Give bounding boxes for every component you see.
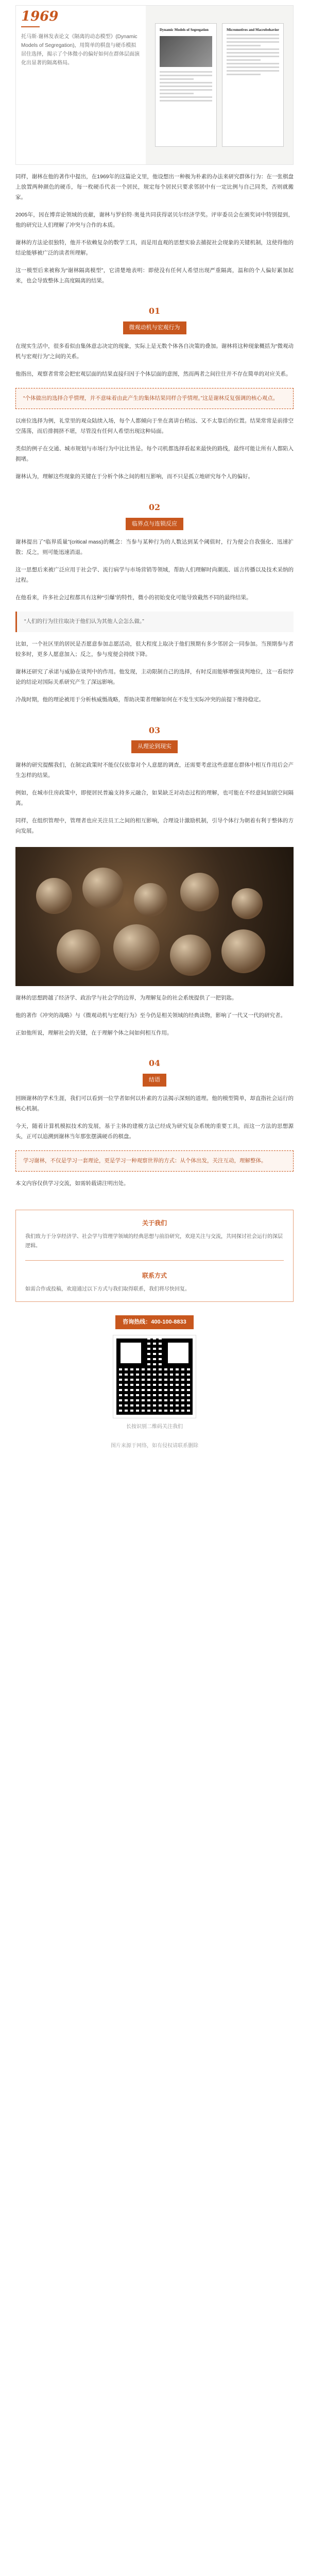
paragraph: 谢林提出了“临界质量”(critical mass)的概念：当参与某种行为的人数达到某个阈值时，行为便会自我强化、迅速扩散；反之，则可能迅速消退。 (15, 539, 294, 556)
hero-blurb: 托马斯·谢林发表论文《隔离的动态模型》(Dynamic Models of Segregation)，用简单的棋盘与硬币模拟居住选择，揭示了个体微小的偏好如何在群体层面演化出显著的隔离格局。 (21, 34, 140, 66)
paragraph: 同样，谢林在他的著作中提出，在1969年的这篇论文里，他设想出一种极为朴素的办法来研究群体行为：在一张棋盘上放置两种颜色的硬币，每一枚硬币代表一个居民，规定每个居民只要求邻居中有一定比例与自己同类，否则就搬家。 (15, 174, 294, 200)
hero-text-block (16, 6, 146, 164)
portrait-image (160, 36, 212, 67)
paragraph: 今天，随着计算机模拟技术的发展，基于主体的建模方法已经成为研究复杂系统的重要工具，而这一方法的思想源头，正可以追溯到谢林当年那张摆满硬币的棋盘。 (15, 1123, 294, 1140)
paragraph: 这一思想后来被广泛应用于社会学、流行病学与市场营销等领域，帮助人们理解时尚潮流、谣言传播以及技术采纳的过程。 (15, 567, 294, 584)
journal-page-1 (155, 23, 217, 147)
hotline-label[interactable]: 咨询热线：400-100-8833 (115, 1315, 194, 1329)
quote-block: “人们的行为往往取决于他们认为其他人会怎么做。” (15, 612, 294, 632)
paragraph: 谢林还研究了承诺与威胁在谈判中的作用。他发现，主动限制自己的选择，有时反而能够增强谈判地位，这一看似悖论的结论对国际关系研究产生了深远影响。 (15, 668, 294, 685)
chapter-heading (15, 303, 294, 334)
journal-title: Micromotives and Macrobehavior (227, 28, 280, 32)
chapter-number: 02 (148, 502, 161, 513)
contact-title: 关于我们 (142, 1219, 167, 1227)
chapter-number: 04 (148, 1058, 161, 1069)
highlight-note: “个体做出的选择合乎情理，并不意味着由此产生的集体结果同样合乎情理。”这是谢林反复强调的核心观点。 (15, 388, 294, 410)
chapter-heading (15, 500, 294, 530)
footer-note: 图片来源于网络，如有侵权请联系删除 (111, 1443, 198, 1449)
paragraph: 本文内容仅供学习交流，如需转载请注明出处。 (15, 1180, 129, 1187)
contact-text: 我们致力于分享经济学、社会学与管理学领域的经典思想与前沿研究，欢迎关注与交流，共同探讨社会运行的深层逻辑。 (25, 1234, 283, 1249)
paragraph: 例如，在城市住房政策中，即便居民普遍支持多元融合，如果缺乏对动态过程的理解，也可能在不经意间加剧空间隔离。 (15, 789, 294, 806)
paragraph: 谢林的方法论很独特，他并不依赖复杂的数学工具，而是用直观的思想实验去捕捉社会现象的关键机制，这使得他的结论能够被广泛的读者所理解。 (15, 239, 294, 256)
chapter-heading (15, 1056, 294, 1086)
chapter-title: 临界点与连锁反应 (126, 518, 183, 531)
hero-banner (15, 5, 294, 165)
chapter-title: 微观动机与宏观行为 (123, 321, 186, 334)
audience-photo (15, 847, 294, 986)
paragraph: 比如，一个社区里的居民是否愿意参加志愿活动，很大程度上取决于他们预期有多少邻居会一同参加。当预期参与者较多时，更多人愿意加入；反之，参与度便会持续下降。 (15, 641, 294, 657)
hotline-section (15, 1315, 294, 1451)
paragraph: 他指出，观察者常常会把宏观层面的结果直接归因于个体层面的意图，然而两者之间往往并不存在简单的对应关系。 (15, 370, 291, 377)
chapter-number: 03 (148, 725, 161, 735)
journal-title: Dynamic Models of Segregation (160, 28, 209, 32)
hero-divider (21, 26, 40, 27)
paragraph: 谢林认为，理解这些现象的关键在于分析个体之间的相互影响，而不只是孤立地研究每个人的偏好。 (15, 473, 253, 480)
paragraph: 谢林的研究提醒我们，在制定政策时不能仅仅依靠对个人意愿的调查，还需要考虑这些意愿在群体中相互作用后会产生怎样的结果。 (15, 762, 294, 778)
paragraph: 以座位选择为例，礼堂里的观众陆续入场，每个人都倾向于坐在离讲台稍远、又不太靠后的位置。结果常常是前排空空荡荡，而后排拥挤不堪，尽管没有任何人希望出现这种局面。 (15, 418, 294, 435)
paragraph: 类似的例子在交通、城市规划与市场行为中比比皆是。每个司机都选择看起来最快的路线，最终可能让所有人都陷入拥堵。 (15, 446, 294, 463)
hero-year: 1969 (21, 9, 59, 24)
qr-code-image[interactable] (113, 1335, 196, 1418)
contact-card (15, 1210, 294, 1302)
chapter-title: 结语 (143, 1074, 166, 1087)
paragraph: 同样，在组织管理中，管理者也应关注员工之间的相互影响，合理设计激励机制，引导个体行为朝着有利于整体的方向发展。 (15, 817, 294, 834)
qr-caption: 长按识别二维码关注我们 (126, 1423, 183, 1430)
contact-text: 如需合作或投稿，欢迎通过以下方式与我们取得联系，我们将尽快回复。 (25, 1286, 190, 1292)
divider (25, 1260, 284, 1261)
paragraph: 在现实生活中，很多看似由集体意志决定的现象，实际上是无数个体各自决策的叠加。谢林将这种现象概括为“微观动机与宏观行为”之间的关系。 (15, 343, 294, 360)
paragraph: 这一模型后来被称为“谢林隔离模型”，它清楚地表明：即使没有任何人希望出现严重隔离，温和的个人偏好累加起来，也会导致整体上高度隔离的结果。 (15, 267, 294, 284)
highlight-note: 学习谢林，不仅是学习一套理论，更是学习一种观察世界的方式：从个体出发，关注互动，理解整体。 (15, 1150, 294, 1172)
paragraph: 谢林的思想跨越了经济学、政治学与社会学的边界，为理解复杂的社会系统提供了一把钥匙。 (15, 994, 237, 1001)
contact-title: 联系方式 (142, 1272, 167, 1280)
journal-page-2 (222, 23, 284, 147)
paragraph: 2005年，因在博弈论领域的贡献，谢林与罗伯特·奥曼共同获得诺贝尔经济学奖。评审委员会在颁奖词中特别提到，他的研究让人们理解了冲突与合作的本质。 (15, 211, 294, 228)
chapter-heading (15, 723, 294, 753)
chapter-number: 01 (148, 306, 161, 316)
paragraph: 正如他所说，理解社会的关键，在于理解个体之间如何相互作用。 (15, 1029, 173, 1036)
paragraph: 在他看来，许多社会过程都具有这种“引爆”的特性，微小的初始变化可能导致截然不同的最终结果。 (15, 595, 252, 601)
paragraph: 他的著作《冲突的战略》与《微观动机与宏观行为》至今仍是相关领域的经典读物，影响了一代又一代的研究者。 (15, 1012, 286, 1019)
paragraph: 回顾谢林的学术生涯，我们可以看到一位学者如何以朴素的方法揭示深刻的道理。他的模型简单，却直指社会运行的核心机制。 (15, 1095, 294, 1112)
chapter-title: 从理论到现实 (131, 740, 178, 753)
paragraph: 冷战时期，他的理论被用于分析核威慑战略，帮助决策者理解如何在不发生实际冲突的前提下维持稳定。 (15, 696, 264, 703)
hero-image (146, 6, 293, 164)
